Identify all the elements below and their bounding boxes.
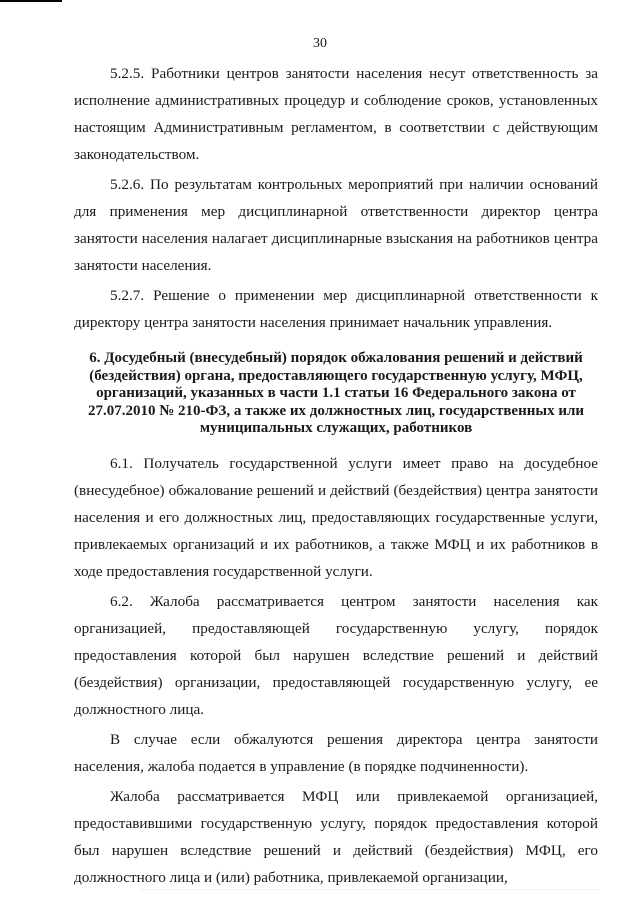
scan-footer-specks [140, 889, 600, 894]
paragraph-appeal-mfc: Жалоба рассматривается МФЦ или привлекаемой организацией, предоставившими государственную услугу, порядок предоставления которой был нарушен вследствие решений и действий (бездействия) МФЦ, его должностного лица и (или) работника, привлекаемой организации, [74, 787, 598, 886]
section-6-heading: 6. Досудебный (внесудебный) порядок обжалования решений и действий (бездействия) органа, предоставляющего государственную услугу, МФЦ, организаций, указанных в части 1.1 статьи 16 Федерального закона от 27.07.2010 № 210-ФЗ, а также их должностных лиц, государственных или муниципальных служащих, работников [87, 350, 585, 437]
paragraph-5-2-6: 5.2.6. По результатам контрольных мероприятий при наличии оснований для применения мер дисциплинарной ответственности директор центра занятости населения налагает дисциплинарные взыскания на работников центра занятости населения. [74, 176, 598, 274]
paragraph-appeal-director: В случае если обжалуются решения директора центра занятости населения, жалоба подается в управление (в порядке подчиненности). [74, 730, 598, 775]
top-edge-rule [0, 0, 62, 2]
paragraph-6-2: 6.2. Жалоба рассматривается центром занятости населения как организацией, предоставляющей государственную услугу, порядок предоставления которой был нарушен вследствие решений и действий (бездействия) организации, предоставляющей государственную услугу, ее должностного лица. [74, 592, 598, 718]
paragraph-6-1: 6.1. Получатель государственной услуги имеет право на досудебное (внесудебное) обжалование решений и действий (бездействия) центра занятости населения и его должностных лиц, предоставляющих государственные услуги, привлекаемых организаций и их работников, а также МФЦ и их работников в ходе предоставления государственной услуги. [74, 454, 598, 580]
paragraph-5-2-5: 5.2.5. Работники центров занятости населения несут ответственность за исполнение административных процедур и соблюдение сроков, установленных настоящим Административным регламентом, в соответствии с действующим законодательством. [74, 65, 598, 163]
page-content [74, 60, 598, 891]
page-number: 30 [313, 36, 327, 51]
paragraph-5-2-7: 5.2.7. Решение о применении мер дисциплинарной ответственности к директору центра занятости населения принимает начальник управления. [74, 287, 598, 331]
